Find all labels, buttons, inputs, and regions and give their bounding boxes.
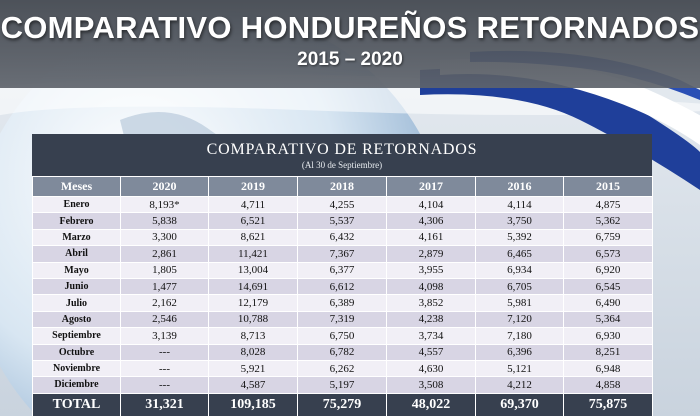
header-row — [33, 177, 653, 197]
value-cell: 7,180 — [476, 328, 564, 344]
value-cell: 14,691 — [209, 278, 298, 294]
value-cell: 3,139 — [121, 328, 209, 344]
value-cell: 5,121 — [476, 360, 564, 376]
month-cell: Febrero — [33, 213, 121, 229]
table-note: (Al 30 de Septiembre) — [301, 160, 383, 170]
value-cell: 8,028 — [209, 344, 298, 360]
value-cell: 3,508 — [387, 377, 476, 393]
value-cell: 6,948 — [564, 360, 653, 376]
column-header: 2016 — [476, 177, 564, 197]
month-cell: Mayo — [33, 262, 121, 278]
month-cell: Septiembre — [33, 328, 121, 344]
value-cell: 8,713 — [209, 328, 298, 344]
column-header: 2019 — [209, 177, 298, 197]
value-cell: 6,465 — [476, 246, 564, 262]
value-cell: 2,546 — [121, 311, 209, 327]
page-subtitle: 2015 – 2020 — [297, 49, 403, 70]
value-cell: 6,377 — [298, 262, 387, 278]
value-cell: 7,120 — [476, 311, 564, 327]
table-row — [33, 246, 653, 262]
value-cell: 6,396 — [476, 344, 564, 360]
total-cell: 31,321 — [121, 393, 209, 416]
table-row — [33, 344, 653, 360]
table-title: COMPARATIVO DE RETORNADOS — [206, 141, 478, 158]
value-cell: 5,364 — [564, 311, 653, 327]
table-row — [33, 328, 653, 344]
month-cell: Enero — [33, 197, 121, 213]
value-cell: 13,004 — [209, 262, 298, 278]
table-row — [33, 360, 653, 376]
column-header: 2020 — [121, 177, 209, 197]
table-row — [33, 213, 653, 229]
value-cell: 4,104 — [387, 197, 476, 213]
value-cell: 4,875 — [564, 197, 653, 213]
value-cell: 10,788 — [209, 311, 298, 327]
value-cell: 4,711 — [209, 197, 298, 213]
value-cell: --- — [121, 344, 209, 360]
value-cell: 1,477 — [121, 278, 209, 294]
value-cell: 6,490 — [564, 295, 653, 311]
table-title-bar — [32, 134, 652, 176]
value-cell: 5,981 — [476, 295, 564, 311]
value-cell: 1,805 — [121, 262, 209, 278]
value-cell: 5,537 — [298, 213, 387, 229]
value-cell: 6,705 — [476, 278, 564, 294]
value-cell: 4,858 — [564, 377, 653, 393]
value-cell: 4,630 — [387, 360, 476, 376]
value-cell: 7,367 — [298, 246, 387, 262]
table-row — [33, 262, 653, 278]
column-header: Meses — [33, 177, 121, 197]
value-cell: 3,300 — [121, 229, 209, 245]
table-row — [33, 197, 653, 213]
table-row — [33, 377, 653, 393]
value-cell: 2,162 — [121, 295, 209, 311]
value-cell: 4,098 — [387, 278, 476, 294]
month-cell: Junio — [33, 278, 121, 294]
value-cell: 6,521 — [209, 213, 298, 229]
value-cell: 5,392 — [476, 229, 564, 245]
value-cell: --- — [121, 360, 209, 376]
total-row — [33, 393, 653, 416]
value-cell: 4,212 — [476, 377, 564, 393]
value-cell: 6,750 — [298, 328, 387, 344]
value-cell: 5,362 — [564, 213, 653, 229]
value-cell: 3,734 — [387, 328, 476, 344]
month-cell: Marzo — [33, 229, 121, 245]
value-cell: 3,852 — [387, 295, 476, 311]
value-cell: 6,262 — [298, 360, 387, 376]
total-cell: 48,022 — [387, 393, 476, 416]
month-cell: Octubre — [33, 344, 121, 360]
page-header — [0, 0, 700, 88]
month-cell: Diciembre — [33, 377, 121, 393]
value-cell: 11,421 — [209, 246, 298, 262]
value-cell: 6,612 — [298, 278, 387, 294]
value-cell: 6,920 — [564, 262, 653, 278]
value-cell: 4,114 — [476, 197, 564, 213]
value-cell: 8,621 — [209, 229, 298, 245]
value-cell: 3,750 — [476, 213, 564, 229]
total-cell: 109,185 — [209, 393, 298, 416]
value-cell: 8,193* — [121, 197, 209, 213]
value-cell: 6,930 — [564, 328, 653, 344]
value-cell: 5,921 — [209, 360, 298, 376]
month-cell: Abril — [33, 246, 121, 262]
table-row — [33, 311, 653, 327]
table-row — [33, 278, 653, 294]
table-row — [33, 229, 653, 245]
value-cell: 2,879 — [387, 246, 476, 262]
value-cell: 4,238 — [387, 311, 476, 327]
value-cell: 4,161 — [387, 229, 476, 245]
value-cell: 6,782 — [298, 344, 387, 360]
value-cell: 6,934 — [476, 262, 564, 278]
value-cell: --- — [121, 377, 209, 393]
value-cell: 8,251 — [564, 344, 653, 360]
value-cell: 6,432 — [298, 229, 387, 245]
value-cell: 5,197 — [298, 377, 387, 393]
value-cell: 7,319 — [298, 311, 387, 327]
column-header: 2017 — [387, 177, 476, 197]
value-cell: 6,573 — [564, 246, 653, 262]
column-header: 2018 — [298, 177, 387, 197]
total-label: TOTAL — [33, 393, 121, 416]
data-table — [32, 176, 653, 416]
value-cell: 12,179 — [209, 295, 298, 311]
value-cell: 3,955 — [387, 262, 476, 278]
month-cell: Agosto — [33, 311, 121, 327]
column-header: 2015 — [564, 177, 653, 197]
total-cell: 75,875 — [564, 393, 653, 416]
value-cell: 6,545 — [564, 278, 653, 294]
total-cell: 69,370 — [476, 393, 564, 416]
value-cell: 4,255 — [298, 197, 387, 213]
value-cell: 6,389 — [298, 295, 387, 311]
value-cell: 2,861 — [121, 246, 209, 262]
value-cell: 6,759 — [564, 229, 653, 245]
month-cell: Noviembre — [33, 360, 121, 376]
value-cell: 4,587 — [209, 377, 298, 393]
table-row — [33, 295, 653, 311]
returnees-table — [32, 134, 652, 416]
value-cell: 4,306 — [387, 213, 476, 229]
page-title: COMPARATIVO HONDUREÑOS RETORNADOS — [0, 10, 700, 45]
month-cell: Julio — [33, 295, 121, 311]
value-cell: 4,557 — [387, 344, 476, 360]
total-cell: 75,279 — [298, 393, 387, 416]
value-cell: 5,838 — [121, 213, 209, 229]
